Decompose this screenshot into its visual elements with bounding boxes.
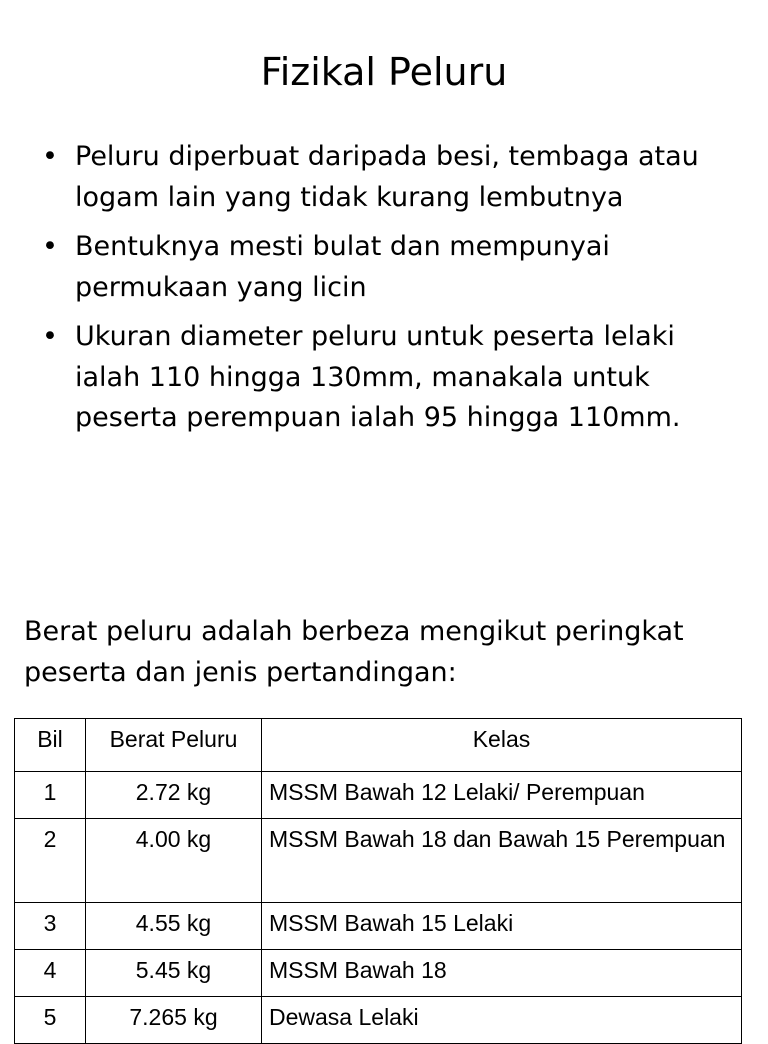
cell-bil: 1: [15, 772, 86, 819]
bullet-item: [42, 137, 742, 218]
cell-berat: 4.55 kg: [86, 903, 262, 950]
table-row: [15, 772, 742, 819]
table-row: [15, 950, 742, 997]
slide-title: Fizikal Peluru: [260, 50, 508, 94]
bullet-text: Peluru diperbuat daripada besi, tembaga atau logam lain yang tidak kurang lembutnya: [75, 141, 699, 213]
cell-kelas: MSSM Bawah 18 dan Bawah 15 Perempuan: [262, 819, 742, 903]
shot-weight-table: [14, 718, 742, 1044]
table-row: [15, 903, 742, 950]
table-header-row: [15, 719, 742, 772]
bullet-dot-icon: •: [42, 321, 58, 352]
bullet-item: [42, 317, 742, 439]
table-intro-text: Berat peluru adalah berbeza mengikut peringkat peserta dan jenis pertandingan:: [24, 616, 684, 688]
cell-kelas: MSSM Bawah 15 Lelaki: [262, 903, 742, 950]
cell-berat: 4.00 kg: [86, 819, 262, 903]
table-row: [15, 819, 742, 903]
cell-kelas: MSSM Bawah 12 Lelaki/ Perempuan: [262, 772, 742, 819]
header-berat-peluru: Berat Peluru: [86, 719, 262, 772]
bullet-dot-icon: •: [42, 141, 58, 172]
bullet-dot-icon: •: [42, 231, 58, 262]
cell-bil: 3: [15, 903, 86, 950]
cell-berat: 2.72 kg: [86, 772, 262, 819]
header-kelas: Kelas: [262, 719, 742, 772]
cell-berat: 7.265 kg: [86, 997, 262, 1044]
bullet-list: [42, 137, 742, 448]
cell-kelas: Dewasa Lelaki: [262, 997, 742, 1044]
bullet-item: [42, 227, 742, 308]
cell-kelas: MSSM Bawah 18: [262, 950, 742, 997]
cell-berat: 5.45 kg: [86, 950, 262, 997]
bullet-text: Bentuknya mesti bulat dan mempunyai permukaan yang licin: [75, 231, 610, 303]
cell-bil: 4: [15, 950, 86, 997]
cell-bil: 2: [15, 819, 86, 903]
bullet-text: Ukuran diameter peluru untuk peserta lelaki ialah 110 hingga 130mm, manakala untuk peserta perempuan ialah 95 hingga 110mm.: [75, 321, 681, 433]
cell-bil: 5: [15, 997, 86, 1044]
table-row: [15, 997, 742, 1044]
header-bil: Bil: [15, 719, 86, 772]
